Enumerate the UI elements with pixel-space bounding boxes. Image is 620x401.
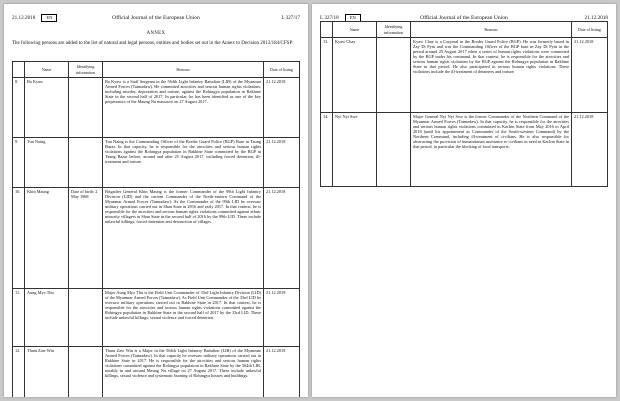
col-name-header: Name (333, 22, 377, 38)
row-reasons: Major General Nyi Nyi Swe is the former Commander of the Northern Command of the Myanmar Armed Forces (Tatmadaw). In that capacity, he is responsible for the atrocities and serious human rights violations committed in Kachin State from May 2016 to April 2018 (until his appointment as Commander of the South-western Command) by the Northern Command, including ill-treatment of civilians. He is also responsible for obstructing the provision of humanitarian assistance to civilians in need in Kachin State in that period, in particular the blocking of food transports. (411, 113, 572, 187)
row-ident (69, 289, 103, 347)
table-row (321, 113, 608, 187)
row-date: 21.12.2018 (264, 289, 300, 347)
left-page (4, 4, 308, 397)
header-date: 21.12.2018 EN (12, 13, 57, 23)
journal-title: Official Journal of the European Union (112, 15, 200, 21)
row-index: 14. (321, 113, 333, 187)
row-date: 21.12.2018 (264, 347, 300, 398)
row-name: Khin Maung (25, 188, 69, 289)
row-ident (69, 78, 103, 138)
col-reasons-header: Reasons (103, 62, 264, 78)
table-row (13, 289, 300, 347)
row-name: Tun Naing (25, 138, 69, 188)
col-index-header (321, 22, 333, 38)
page-reference: L 327/17 (281, 15, 300, 21)
table-row (13, 188, 300, 289)
row-date: 21.12.2018 (572, 113, 608, 187)
col-ident-header: Identifying information (377, 22, 411, 38)
row-index: 10. (13, 188, 25, 289)
row-ident (377, 38, 411, 113)
row-reasons: Kyaw Chay is a Corporal in the Border Guard Police (BGP). He was formerly based in Zay Di Pyin and was the Commanding Officer of the BGP base in Zay Di Pyin in the period around 25 August 2017 when a series of human rights violations were committed by the BGP under his command. In that context, he is responsible for the atrocities and serious human rights violations by the BGP against the Rohingya population in Rakhine State in that period. He also participated in serious human rights violations. These violations include the ill-treatment of detainees and torture. (411, 38, 572, 113)
col-date-header: Date of listing (572, 22, 608, 38)
row-index: 8. (13, 78, 25, 138)
table-header-row (321, 22, 608, 38)
row-date: 21.12.2018 (264, 138, 300, 188)
row-name: Thant Zaw Win (25, 347, 69, 398)
header-date: 21.12.2018 (584, 15, 608, 21)
table-row (13, 347, 300, 398)
row-index: 12. (13, 347, 25, 398)
row-ident (69, 138, 103, 188)
row-name: Aung Myo Thu (25, 289, 69, 347)
row-ident: Date of birth: 2 May 1968 (69, 188, 103, 289)
row-reasons: Major Aung Myo Thu is the Field Unit Commander of 33rd Light Infantry Division (LID) of the Myanmar Armed Forces (Tatmadaw). As Field Unit Commander of the 33rd LID he oversaw military operations carried out in Rakhine State in 2017. In that context, he is responsible for the atrocities and serious human rights violations committed against the Rohingya population in Rakhine State in the second half of 2017 by the 33rd LID. These include unlawful killings, sexual violence and forced detention. (103, 289, 264, 347)
intro-paragraph: The following persons are added to the list of natural and legal persons, entities and bodies set out in the Annex to Decision 2013/184/CFSP: (12, 41, 294, 46)
row-ident (69, 347, 103, 398)
right-page (312, 4, 616, 397)
table-row (13, 78, 300, 138)
row-reasons: Brigadier General Khin Maung is the former Commander of the 99th Light Infantry Division (LID) and the current Commander of the North-eastern Command of the Myanmar Armed Forces (Tatmadaw). As the Commander of the 99th LID he oversaw military operations carried out in Shan State in 2016 and early 2017. In that context, he is responsible for the atrocities and serious human rights violations committed against ethnic minority villagers in Shan State in the second half of 2016 by the 99th LID. These include unlawful killings, forced detention and destruction of villages. (103, 188, 264, 289)
language-badge: EN (345, 14, 361, 22)
col-ident-header: Identifying information (69, 62, 103, 78)
page-reference: L 327/18 EN (320, 13, 361, 23)
listing-table (320, 21, 608, 187)
row-reasons: Tun Naing is the Commanding Officer of the Border Guard Police (BGP) Base in Taung Bazar. In that capacity, he is responsible for the atrocities and serious human rights violations against the Rohingya population in Rakhine State committed by the BGP in Taung Bazar before, around and after 25 August 2017, including forced detention, ill-treatment and torture. (103, 138, 264, 188)
annex-title: ANNEX (146, 31, 166, 36)
table-row (321, 38, 608, 113)
col-date-header: Date of listing (264, 62, 300, 78)
table-header-row (13, 62, 300, 78)
row-date: 21.12.2018 (572, 38, 608, 113)
row-ident (377, 113, 411, 187)
row-date: 21.12.2018 (264, 78, 300, 138)
col-index-header (13, 62, 25, 78)
journal-title: Official Journal of the European Union (420, 15, 508, 21)
listing-table (12, 61, 300, 397)
row-name: Nyi Nyi Swe (333, 113, 377, 187)
row-name: Kyaw Chay (333, 38, 377, 113)
language-badge: EN (41, 14, 57, 22)
table-row (13, 138, 300, 188)
row-index: 13. (321, 38, 333, 113)
col-name-header: Name (25, 62, 69, 78)
col-reasons-header: Reasons (411, 22, 572, 38)
row-index: 9. (13, 138, 25, 188)
row-name: Ba Kyaw (25, 78, 69, 138)
row-date: 21.12.2018 (264, 188, 300, 289)
row-reasons: Thant Zaw Win is a Major in the 564th Light Infantry Battalion (LIB) of the Myanmar Armed Forces (Tatmadaw). In that capacity he oversaw military operations carried out in Rakhine State in 2017. He is responsible for the atrocities and serious human rights violations committed against the Rohingya population in Rakhine State by the 564th LIB, notably in and around Maung Nu village on 27 August 2017. These include unlawful killings, sexual violence and systematic burning of Rohingya houses and buildings. (103, 347, 264, 398)
left-page-header (12, 13, 300, 23)
row-index: 11. (13, 289, 25, 347)
row-reasons: Ba Kyaw is a Staff Sergeant in the 564th Light Infantry Battalion (LIB) of the Myanmar Armed Forces (Tatmadaw). He committed atrocities and serious human rights violations, including murder, deportation and torture, against the Rohingya population in Rakhine State in the second half of 2017. In particular, he has been identified as one of the key perpetrators of the Maung Nu massacre on 27 August 2017. (103, 78, 264, 138)
